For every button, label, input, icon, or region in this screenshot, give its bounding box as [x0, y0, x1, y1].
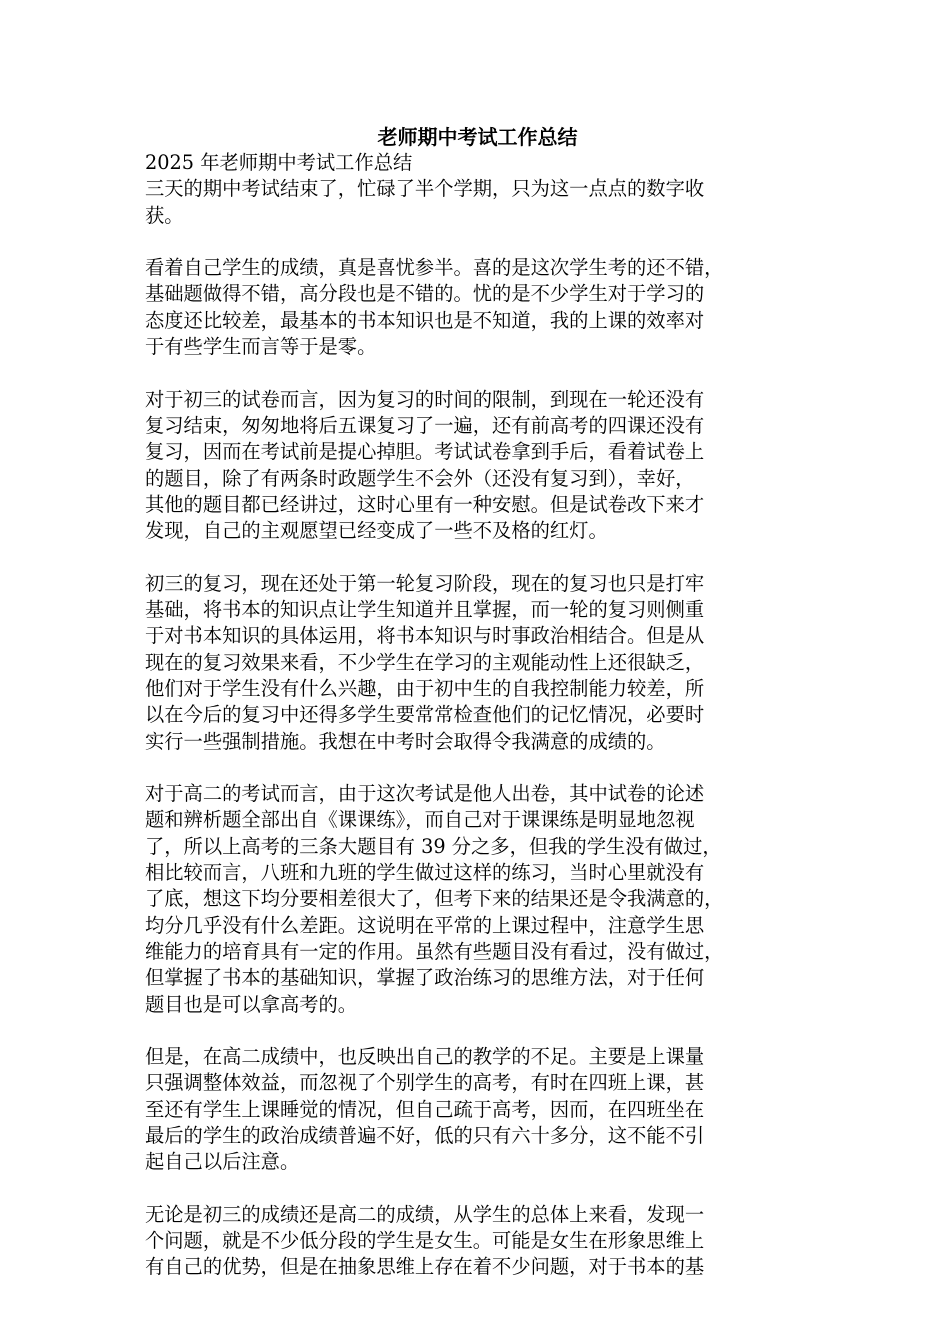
paragraph-line: 以在今后的复习中还得多学生要常常检查他们的记忆情况，必要时: [145, 703, 705, 727]
paragraph-line: 三天的期中考试结束了，忙碌了半个学期，只为这一点点的数字收: [145, 177, 705, 201]
paragraph-line: 其他的题目都已经讲过，这时心里有一种安慰。但是试卷改下来才: [145, 492, 705, 516]
paragraph-line: 有自己的优势，但是在抽象思维上存在着不少问题，对于书本的基: [145, 1255, 705, 1279]
paragraph-line: 了，所以上高考的三条大题目有 39 分之多，但我的学生没有做过，: [145, 834, 722, 858]
paragraph-line: 看着自己学生的成绩，真是喜忧参半。喜的是这次学生考的还不错，: [145, 256, 724, 280]
paragraph-line: 初三的复习，现在还处于第一轮复习阶段，现在的复习也只是打牢: [145, 571, 705, 595]
paragraph-line: 他们对于学生没有什么兴趣，由于初中生的自我控制能力较差，所: [145, 676, 705, 700]
paragraph-line: 态度还比较差，最基本的书本知识也是不知道，我的上课的效率对: [145, 308, 705, 332]
paragraph-line: 对于初三的试卷而言，因为复习的时间的限制，到现在一轮还没有: [145, 387, 705, 411]
paragraph: [145, 1044, 810, 1175]
paragraph-line: 个问题，就是不少低分段的学生是女生。可能是女生在形象思维上: [145, 1229, 705, 1253]
paragraph: [145, 571, 810, 755]
paragraph: [145, 781, 810, 1018]
paragraph-line: 对于高二的考试而言，由于这次考试是他人出卷，其中试卷的论述: [145, 782, 705, 806]
paragraph-line: 于对书本知识的具体运用，将书本知识与时事政治相结合。但是从: [145, 624, 705, 648]
paragraph-line: 均分几乎没有什么差距。这说明在平常的上课过程中，注意学生思: [145, 913, 705, 937]
paragraph-line: 题目也是可以拿高考的。: [145, 992, 358, 1016]
paragraph-line: 获。: [145, 203, 184, 227]
paragraph-line: 至还有学生上课睡觉的情况，但自己疏于高考，因而，在四班坐在: [145, 1097, 705, 1121]
paragraph: [145, 176, 810, 229]
paragraph-line: 无论是初三的成绩还是高二的成绩，从学生的总体上来看，发现一: [145, 1202, 705, 1226]
paragraph-line: 复习结束，匆匆地将后五课复习了一遍，还有前高考的四课还没有: [145, 413, 705, 437]
paragraph-line: 发现，自己的主观愿望已经变成了一些不及格的红灯。: [145, 519, 608, 543]
paragraph-line: 但掌握了书本的基础知识，掌握了政治练习的思维方法，对于任何: [145, 966, 705, 990]
paragraph: [145, 1202, 810, 1281]
paragraph-line: 了底，想这下均分要相差很大了，但考下来的结果还是令我满意的，: [145, 887, 724, 911]
paragraph-line: 最后的学生的政治成绩普遍不好，低的只有六十多分，这不能不引: [145, 1123, 705, 1147]
paragraph-line: 复习，因而在考试前是提心掉胆。考试试卷拿到手后，看着试卷上: [145, 440, 705, 464]
paragraph-line: 相比较而言，八班和九班的学生做过这样的练习，当时心里就没有: [145, 861, 705, 885]
paragraph-line: 但是，在高二成绩中，也反映出自己的教学的不足。主要是上课量: [145, 1045, 705, 1069]
paragraph-line: 基础题做得不错，高分段也是不错的。忧的是不少学生对于学习的: [145, 282, 705, 306]
paragraph: [145, 255, 810, 360]
document-subtitle: 2025 年老师期中考试工作总结: [145, 151, 413, 174]
paragraph-line: 基础，将书本的知识点让学生知道并且掌握，而一轮的复习则侧重: [145, 598, 705, 622]
document-title: 老师期中考试工作总结: [377, 125, 578, 149]
paragraph-line: 只强调整体效益，而忽视了个别学生的高考，有时在四班上课，甚: [145, 1071, 705, 1095]
paragraph-line: 现在的复习效果来看，不少学生在学习的主观能动性上还很缺乏，: [145, 650, 705, 674]
paragraph-line: 起自己以后注意。: [145, 1150, 300, 1174]
paragraph-line: 的题目，除了有两条时政题学生不会外（还没有复习到），幸好，: [145, 466, 695, 490]
paragraph-line: 于有些学生而言等于是零。: [145, 335, 377, 359]
paragraph-line: 维能力的培育具有一定的作用。虽然有些题目没有看过，没有做过，: [145, 939, 724, 963]
document-body: [145, 124, 810, 1307]
paragraph-line: 题和辨析题全部出自《课课练》，而自己对于课课练是明显地忽视: [145, 808, 695, 832]
paragraph-list: [145, 176, 810, 1280]
paragraph: [145, 387, 810, 545]
paragraph-line: 实行一些强制措施。我想在中考时会取得令我满意的成绩的。: [145, 729, 666, 753]
